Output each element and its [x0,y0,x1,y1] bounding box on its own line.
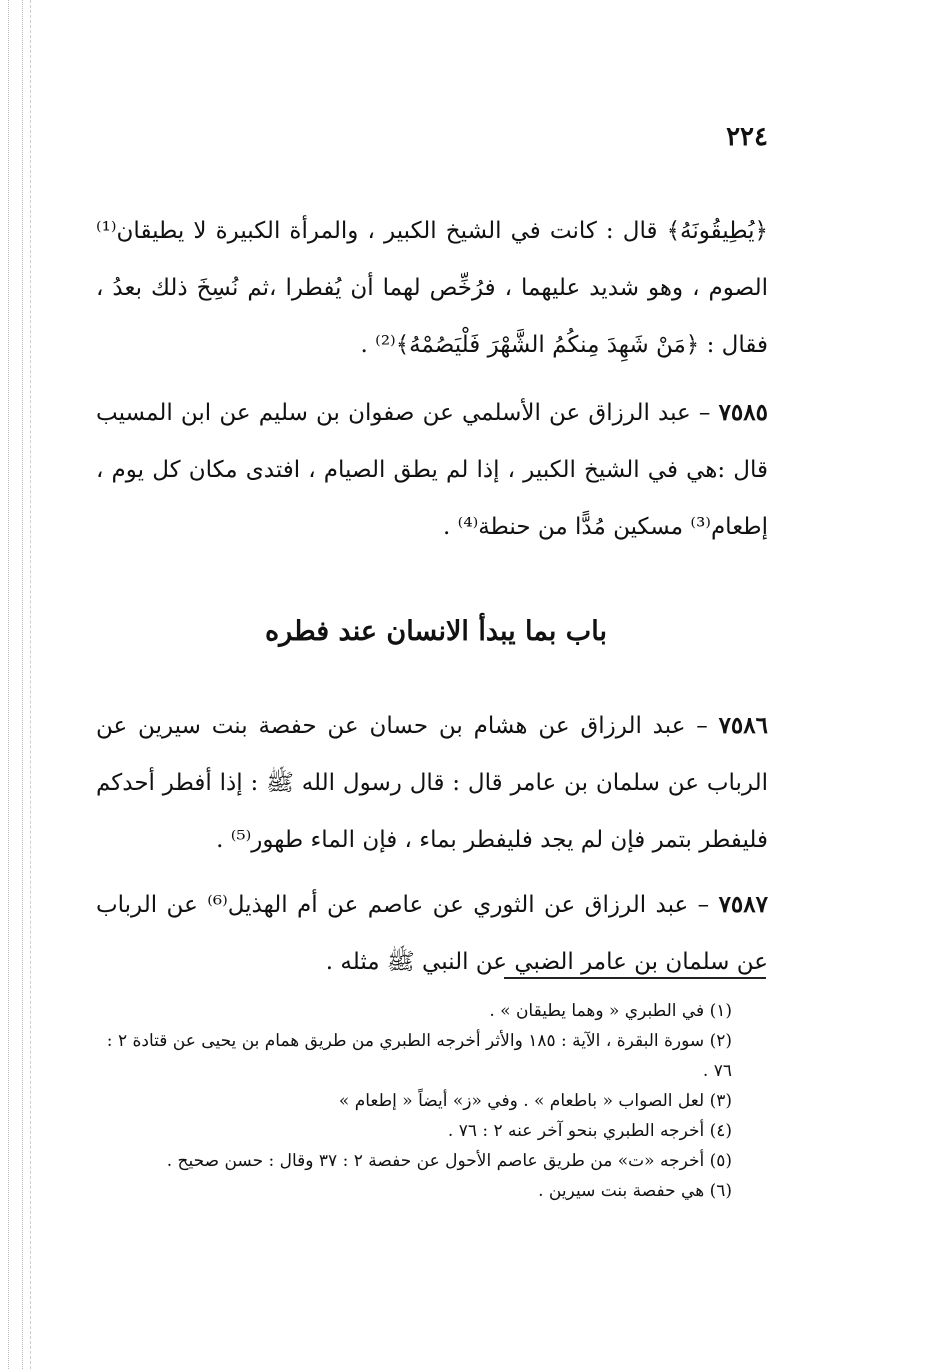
footnote: (٥) أخرجه «ت» من طريق عاصم الأحول عن حفصة ٢ : ٣٧ وقال : حسن صحيح . [166,1151,732,1171]
hadith-text: – عبد الرزاق عن الأسلمي عن صفوان بن سليم عن ابن المسيب قال :هي في الشيخ الكبير ، إذا لم يطق الصيام ، افتدى مكان كل يوم ، إطعام⁽³⁾ مسكين مُدًّا من حنطة⁽⁴⁾ . [96,400,768,540]
footnote: (١) في الطبري « وهما يطيقان » . [489,1001,732,1021]
hadith-7587 [96,876,768,991]
footnote-separator [504,977,766,979]
scan-margin-line [30,0,31,1369]
page-number: ٢٢٤ [726,122,768,152]
hadith-number: ٧٥٨٦ [718,712,768,739]
hadith-text: – عبد الرزاق عن هشام بن حسان عن حفصة بنت سيرين عن الرباب عن سلمان بن عامر قال : قال رسول الله ﷺ : إذا أفطر أحدكم فليفطر بتمر فإن لم يجد فليفطر بماء ، فإن الماء طهور⁽⁵⁾ . [96,713,768,853]
footnote: (٤) أخرجه الطبري بنحو آخر عنه ٢ : ٧٦ . [447,1121,732,1141]
footnote: (٣) لعل الصواب « باطعام » . وفي «ز» أيضاً « إطعام » [338,1091,732,1111]
paragraph-continuation: ﴿يُطِيقُونَهُ﴾ قال : كانت في الشيخ الكبير ، والمرأة الكبيرة لا يطيقان⁽¹⁾ الصوم ، وهو شديد عليهما ، فرُخِّص لهما أن يُفطرا ،ثم نُسِخَ ذلك بعدُ ، فقال : ﴿مَنْ شَهِدَ مِنكُمُ الشَّهْرَ فَلْيَصُمْهُ﴾⁽²⁾ . [96,218,768,358]
hadith-7585 [96,384,768,556]
hadith-number: ٧٥٨٥ [718,399,768,426]
hadith-text: – عبد الرزاق عن الثوري عن عاصم عن أم الهذيل⁽⁶⁾ عن الرباب عن سلمان بن عامر الضبي عن النبي ﷺ مثله . [96,892,768,975]
footnote: (٦) هي حفصة بنت سيرين . [538,1181,732,1201]
hadith-7586 [96,697,768,869]
chapter-heading: باب بما يبدأ الانسان عند فطره [265,616,607,648]
footnotes-list [96,996,768,1206]
scan-margin-line [8,0,9,1369]
footnote: (٢) سورة البقرة ، الآية : ١٨٥ والأثر أخرجه الطبري من طريق همام بن يحيى عن قتادة ٢ : ٧٦ . [106,1031,732,1081]
scan-margin-line [22,0,23,1369]
hadith-number: ٧٥٨٧ [718,891,768,918]
